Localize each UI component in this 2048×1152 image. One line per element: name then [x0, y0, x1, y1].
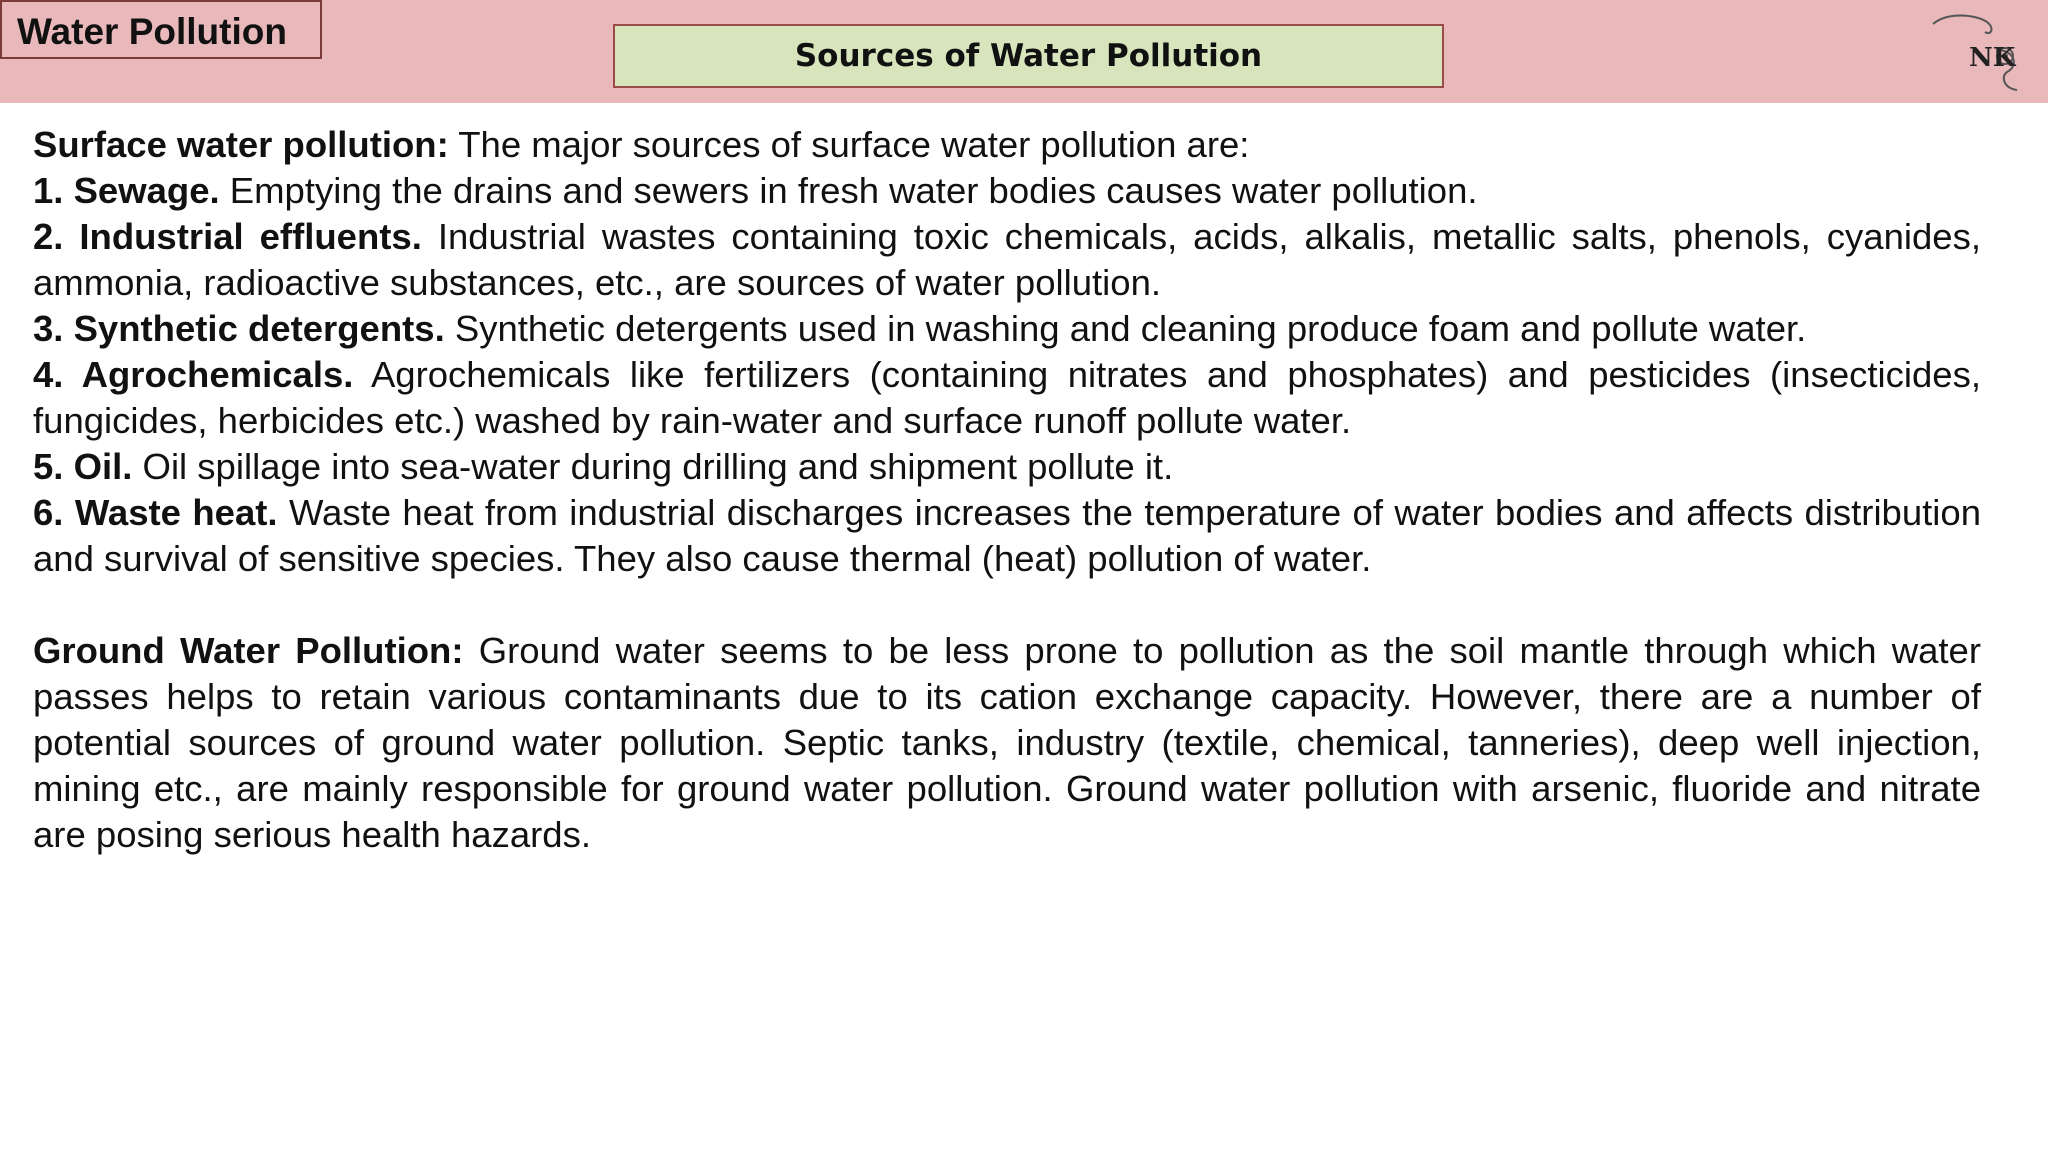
source-label: 2. Industrial effluents. [33, 216, 422, 257]
surface-intro [33, 122, 1981, 168]
source-item-oil [33, 444, 1981, 490]
source-item-agrochemicals [33, 352, 1981, 444]
topic-label: Water Pollution [0, 0, 322, 59]
ground-text: Ground water seems to be less prone to pollution as the soil mantle through which water passes helps to retain various contaminants due to its cation exchange capacity. However, there are a number of potential sources of ground water pollution. Septic tanks, industry (textile, chemical, tanneries), deep well injection, mining etc., are mainly responsible for ground water pollution. Ground water pollution with arsenic, fluoride and nitrate are posing serious health hazards. [33, 630, 1981, 855]
paragraph-gap [33, 582, 1981, 628]
ground-water-paragraph [33, 628, 1981, 858]
source-label: 4. Agrochemicals. [33, 354, 354, 395]
source-text: Synthetic detergents used in washing and cleaning produce foam and pollute water. [444, 308, 1807, 349]
logo-text: NK [1969, 43, 2016, 73]
ground-heading: Ground Water Pollution: [33, 630, 464, 671]
source-item-industrial-effluents [33, 214, 1981, 306]
source-text: Industrial wastes containing toxic chemicals, acids, alkalis, metallic salts, phenols, cyanides, ammonia, radioactive substances, etc., are sources of water pollution. [33, 216, 1981, 303]
slide-title: Sources of Water Pollution [613, 24, 1444, 88]
source-label: 5. Oil. [33, 446, 133, 487]
source-label: 1. Sewage. [33, 170, 220, 211]
source-label: 6. Waste heat. [33, 492, 278, 533]
source-label: 3. Synthetic detergents. [33, 308, 445, 349]
source-item-sewage [33, 168, 1981, 214]
source-text: Emptying the drains and sewers in fresh water bodies causes water pollution. [219, 170, 1478, 211]
surface-heading: Surface water pollution: [33, 124, 449, 165]
source-text: Waste heat from industrial discharges increases the temperature of water bodies and affects distribution and survival of sensitive species. They also cause thermal (heat) pollution of water. [33, 492, 1981, 579]
source-text: Oil spillage into sea-water during drilling and shipment pollute it. [132, 446, 1174, 487]
source-text: Agrochemicals like fertilizers (containing nitrates and phosphates) and pesticides (insecticides, fungicides, herbicides etc.) washed by rain-water and surface runoff pollute water. [33, 354, 1981, 441]
source-item-synthetic-detergents [33, 306, 1981, 352]
content-body [33, 122, 1981, 858]
nk-logo [1925, 10, 2035, 96]
surface-intro-text: The major sources of surface water pollution are: [448, 124, 1250, 165]
source-item-waste-heat [33, 490, 1981, 582]
